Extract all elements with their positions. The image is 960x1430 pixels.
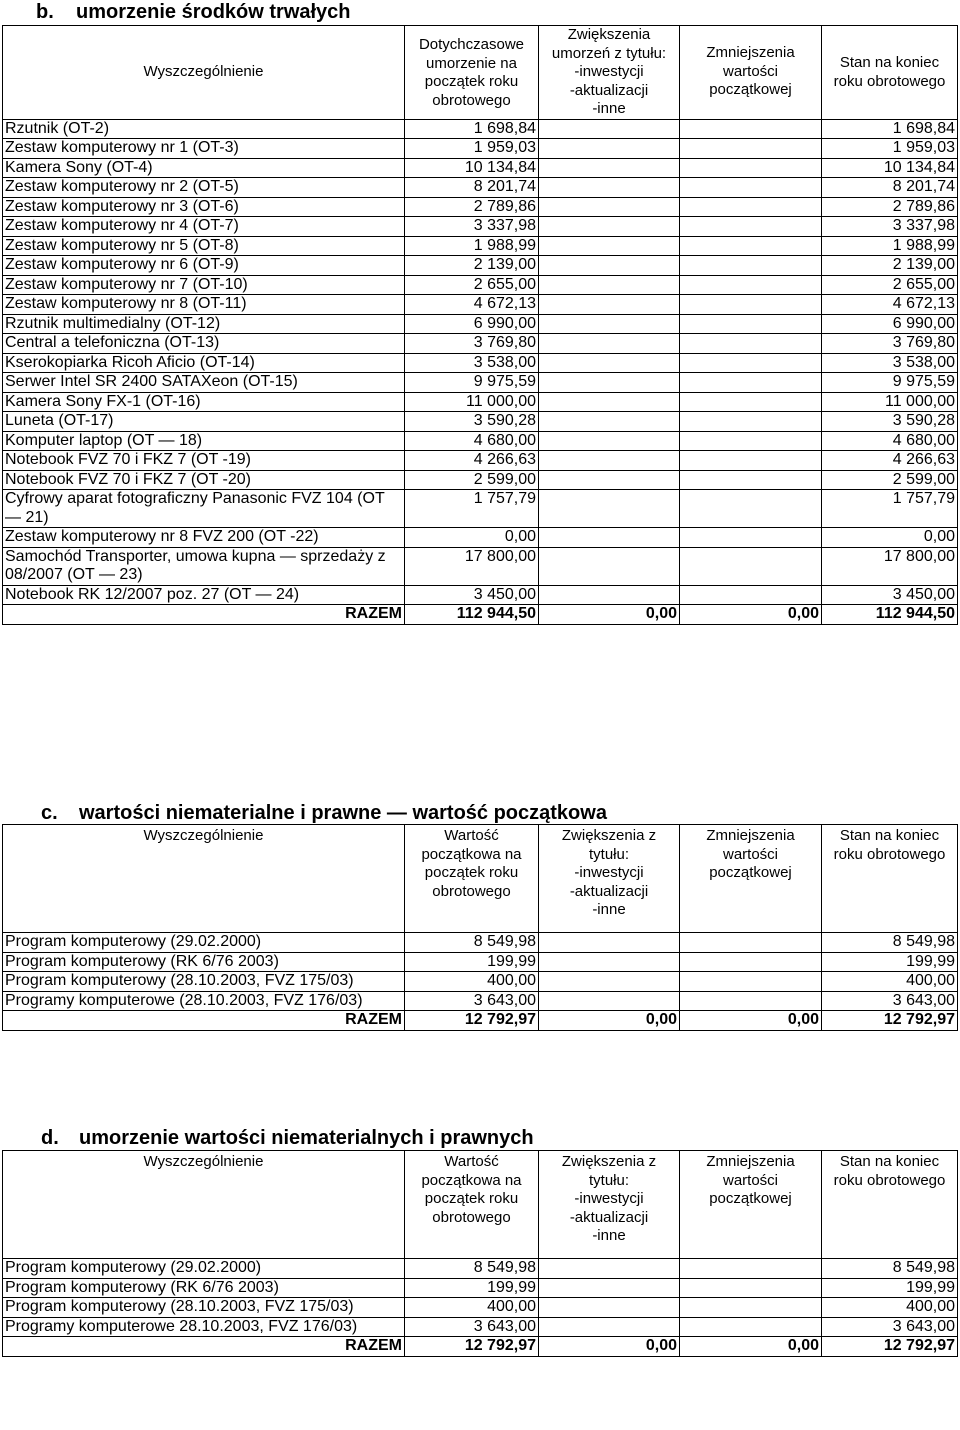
cell-increases (539, 1259, 680, 1279)
table-row (3, 431, 958, 451)
table-row (3, 1298, 958, 1318)
header-line: wartości (722, 845, 778, 863)
cell-start-value: 2 789,86 (405, 197, 539, 217)
cell-decreases (680, 490, 822, 528)
header-line: początkowej (709, 1190, 792, 1207)
cell-increases (539, 217, 680, 237)
cell-increases (539, 392, 680, 412)
header-line: -inne (592, 1227, 626, 1244)
cell-decreases (680, 470, 822, 490)
cell-description: Notebook FVZ 70 i FKZ 7 (OT -20) (3, 470, 405, 490)
cell-increases (539, 972, 680, 992)
cell-end-value: 400,00 (822, 972, 958, 992)
cell-decreases (680, 1259, 822, 1279)
table-row (3, 1317, 958, 1337)
table-row (3, 547, 958, 585)
cell-increases (539, 275, 680, 295)
cell-start-value: 2 139,00 (405, 256, 539, 276)
cell-end-value: 3 337,98 (822, 217, 958, 237)
cell-description: Zestaw komputerowy nr 6 (OT-9) (3, 256, 405, 276)
section-d-letter: d. (41, 1127, 59, 1149)
header-line: roku obrotowego (833, 1171, 946, 1189)
header-line: wartości (722, 62, 778, 80)
table-row (3, 392, 958, 412)
cell-increases (539, 178, 680, 198)
cell-end-value: 2 655,00 (822, 275, 958, 295)
cell-description: Luneta (OT-17) (3, 412, 405, 432)
cell-start-value: 10 134,84 (405, 158, 539, 178)
cell-increases (539, 139, 680, 159)
cell-description: Program komputerowy (28.10.2003, FVZ 175/03) (3, 1298, 405, 1318)
section-c-title-text: wartości niematerialne i prawne — wartość początkowa (79, 802, 607, 824)
header-line: -aktualizacji (569, 81, 649, 99)
cell-increases (539, 585, 680, 605)
cell-end-value: 11 000,00 (822, 392, 958, 412)
cell-end-value: 3 643,00 (822, 1317, 958, 1337)
header-decreases (680, 1151, 822, 1259)
cell-start-value: 1 988,99 (405, 236, 539, 256)
table-row (3, 528, 958, 548)
cell-decreases (680, 314, 822, 334)
total-label: RAZEM (3, 1337, 405, 1357)
cell-start-value: 11 000,00 (405, 392, 539, 412)
cell-description: Program komputerowy (29.02.2000) (3, 1259, 405, 1279)
table-row (3, 373, 958, 393)
cell-decreases (680, 1317, 822, 1337)
table-row (3, 158, 958, 178)
header-line: -aktualizacji (569, 882, 649, 900)
cell-increases (539, 197, 680, 217)
header-end-value (822, 1151, 958, 1259)
cell-description: Kamera Sony FX-1 (OT-16) (3, 392, 405, 412)
total-end-value: 12 792,97 (822, 1337, 958, 1357)
cell-end-value: 8 201,74 (822, 178, 958, 198)
header-end-value (822, 825, 958, 933)
table-intangible-assets-value (2, 824, 958, 1031)
cell-start-value: 8 549,98 (405, 933, 539, 953)
cell-end-value: 3 538,00 (822, 353, 958, 373)
cell-description: Kamera Sony (OT-4) (3, 158, 405, 178)
total-row (3, 1337, 958, 1357)
cell-end-value: 0,00 (822, 528, 958, 548)
table-row (3, 217, 958, 237)
cell-description: Notebook FVZ 70 i FKZ 7 (OT -19) (3, 451, 405, 471)
total-end-value: 112 944,50 (822, 605, 958, 625)
header-line: -inwestycji (574, 864, 644, 881)
table-row (3, 470, 958, 490)
header-line: początkowa na (421, 1171, 522, 1189)
cell-decreases (680, 431, 822, 451)
header-line: Zmniejszenia (706, 1153, 795, 1170)
table-intangible-assets-depreciation (2, 1150, 958, 1357)
cell-end-value: 2 789,86 (822, 197, 958, 217)
cell-decreases (680, 139, 822, 159)
header-line: Wartość (444, 827, 499, 844)
total-end-value: 12 792,97 (822, 1011, 958, 1031)
cell-end-value: 199,99 (822, 952, 958, 972)
cell-description: Zestaw komputerowy nr 5 (OT-8) (3, 236, 405, 256)
cell-end-value: 3 590,28 (822, 412, 958, 432)
cell-decreases (680, 119, 822, 139)
cell-end-value: 400,00 (822, 1298, 958, 1318)
cell-end-value: 2 139,00 (822, 256, 958, 276)
header-line: początkowa na (421, 845, 522, 863)
cell-description: Serwer Intel SR 2400 SATAXeon (OT-15) (3, 373, 405, 393)
cell-decreases (680, 547, 822, 585)
table-row (3, 1278, 958, 1298)
cell-start-value: 0,00 (405, 528, 539, 548)
cell-increases (539, 256, 680, 276)
header-line: tytułu: (588, 845, 630, 863)
cell-decreases (680, 295, 822, 315)
cell-increases (539, 1317, 680, 1337)
table-row (3, 972, 958, 992)
header-line: Zwiększenia (567, 26, 651, 43)
total-decreases: 0,00 (680, 1337, 822, 1357)
header-line: Zmniejszenia (706, 827, 795, 844)
cell-start-value: 199,99 (405, 952, 539, 972)
header-description: Wyszczególnienie (3, 1151, 405, 1259)
header-increases (539, 26, 680, 120)
cell-end-value: 1 757,79 (822, 490, 958, 528)
cell-end-value: 199,99 (822, 1278, 958, 1298)
cell-start-value: 6 990,00 (405, 314, 539, 334)
header-decreases (680, 26, 822, 120)
cell-increases (539, 547, 680, 585)
table-row (3, 178, 958, 198)
cell-end-value: 1 988,99 (822, 236, 958, 256)
table-row (3, 991, 958, 1011)
cell-description: Programy komputerowe (28.10.2003, FVZ 176/03) (3, 991, 405, 1011)
cell-decreases (680, 991, 822, 1011)
table-row (3, 952, 958, 972)
cell-decreases (680, 1298, 822, 1318)
header-line: Dotychczasowe (418, 36, 525, 53)
cell-decreases (680, 217, 822, 237)
cell-decreases (680, 197, 822, 217)
cell-increases (539, 314, 680, 334)
cell-start-value: 2 599,00 (405, 470, 539, 490)
total-label: RAZEM (3, 605, 405, 625)
total-row (3, 1011, 958, 1031)
cell-increases (539, 1278, 680, 1298)
header-line: obrotowego (432, 882, 511, 900)
table-row (3, 119, 958, 139)
cell-increases (539, 451, 680, 471)
cell-start-value: 4 266,63 (405, 451, 539, 471)
cell-end-value: 3 450,00 (822, 585, 958, 605)
header-line: początek roku (424, 1190, 519, 1207)
cell-decreases (680, 373, 822, 393)
cell-decreases (680, 334, 822, 354)
table-row (3, 197, 958, 217)
cell-end-value: 3 643,00 (822, 991, 958, 1011)
table-row (3, 334, 958, 354)
cell-increases (539, 353, 680, 373)
cell-increases (539, 295, 680, 315)
header-line: -inne (592, 100, 626, 117)
cell-end-value: 17 800,00 (822, 547, 958, 585)
cell-description: Cyfrowy aparat fotograficzny Panasonic FVZ 104 (OT — 21) (3, 490, 405, 528)
header-line: roku obrotowego (833, 845, 946, 863)
cell-decreases (680, 275, 822, 295)
cell-end-value: 1 698,84 (822, 119, 958, 139)
cell-decreases (680, 158, 822, 178)
cell-description: Zestaw komputerowy nr 7 (OT-10) (3, 275, 405, 295)
header-line: -inwestycji (574, 63, 644, 80)
cell-end-value: 8 549,98 (822, 933, 958, 953)
cell-increases (539, 373, 680, 393)
cell-start-value: 1 698,84 (405, 119, 539, 139)
cell-end-value: 4 672,13 (822, 295, 958, 315)
header-line: początek roku (424, 73, 519, 90)
cell-description: Central a telefoniczna (OT-13) (3, 334, 405, 354)
cell-decreases (680, 451, 822, 471)
cell-start-value: 3 643,00 (405, 1317, 539, 1337)
cell-start-value: 4 680,00 (405, 431, 539, 451)
header-line: obrotowego (432, 91, 511, 109)
cell-start-value: 4 672,13 (405, 295, 539, 315)
header-line: Zwiększenia z (561, 1153, 657, 1170)
cell-decreases (680, 528, 822, 548)
cell-end-value: 4 680,00 (822, 431, 958, 451)
header-description: Wyszczególnienie (3, 26, 405, 120)
cell-increases (539, 991, 680, 1011)
table-row (3, 256, 958, 276)
total-start-value: 12 792,97 (405, 1011, 539, 1031)
total-start-value: 112 944,50 (405, 605, 539, 625)
table-fixed-assets-depreciation (2, 25, 958, 625)
cell-decreases (680, 178, 822, 198)
section-b-title-text: umorzenie środków trwałych (76, 1, 351, 23)
cell-description: Rzutnik (OT-2) (3, 119, 405, 139)
table-row (3, 585, 958, 605)
cell-end-value: 1 959,03 (822, 139, 958, 159)
cell-description: Rzutnik multimedialny (OT-12) (3, 314, 405, 334)
cell-end-value: 9 975,59 (822, 373, 958, 393)
cell-start-value: 9 975,59 (405, 373, 539, 393)
table-row (3, 236, 958, 256)
cell-start-value: 2 655,00 (405, 275, 539, 295)
table-row (3, 353, 958, 373)
cell-end-value: 6 990,00 (822, 314, 958, 334)
cell-start-value: 8 549,98 (405, 1259, 539, 1279)
cell-description: Program komputerowy (29.02.2000) (3, 933, 405, 953)
total-decreases: 0,00 (680, 1011, 822, 1031)
cell-decreases (680, 952, 822, 972)
header-line: umorzeń z tytułu: (551, 44, 667, 62)
table-header-row (3, 825, 958, 933)
section-b-title (36, 1, 351, 23)
header-line: Stan na koniec (839, 827, 940, 844)
header-line: początkowej (709, 81, 792, 98)
cell-description: Zestaw komputerowy nr 2 (OT-5) (3, 178, 405, 198)
cell-end-value: 3 769,80 (822, 334, 958, 354)
header-line: roku obrotowego (833, 72, 946, 90)
cell-start-value: 199,99 (405, 1278, 539, 1298)
total-start-value: 12 792,97 (405, 1337, 539, 1357)
table-row (3, 1259, 958, 1279)
cell-start-value: 3 590,28 (405, 412, 539, 432)
header-line: Wartość (444, 1153, 499, 1170)
cell-increases (539, 952, 680, 972)
cell-start-value: 3 450,00 (405, 585, 539, 605)
cell-increases (539, 933, 680, 953)
cell-start-value: 3 538,00 (405, 353, 539, 373)
cell-description: Program komputerowy (RK 6/76 2003) (3, 952, 405, 972)
total-increases: 0,00 (539, 605, 680, 625)
cell-end-value: 10 134,84 (822, 158, 958, 178)
cell-decreases (680, 933, 822, 953)
cell-increases (539, 119, 680, 139)
table-row (3, 139, 958, 159)
cell-decreases (680, 392, 822, 412)
header-end-value (822, 26, 958, 120)
header-line: Zwiększenia z (561, 827, 657, 844)
cell-end-value: 2 599,00 (822, 470, 958, 490)
header-line: Stan na koniec (839, 1153, 940, 1170)
header-line: obrotowego (432, 1208, 511, 1226)
cell-description: Zestaw komputerowy nr 4 (OT-7) (3, 217, 405, 237)
cell-description: Notebook RK 12/2007 poz. 27 (OT — 24) (3, 585, 405, 605)
table-row (3, 451, 958, 471)
cell-end-value: 4 266,63 (822, 451, 958, 471)
table-row (3, 295, 958, 315)
cell-start-value: 1 959,03 (405, 139, 539, 159)
cell-decreases (680, 236, 822, 256)
section-c-title (41, 802, 607, 824)
header-decreases (680, 825, 822, 933)
cell-start-value: 3 643,00 (405, 991, 539, 1011)
cell-description: Kserokopiarka Ricoh Aficio (OT-14) (3, 353, 405, 373)
header-line: -inne (592, 901, 626, 918)
total-decreases: 0,00 (680, 605, 822, 625)
table-row (3, 412, 958, 432)
cell-description: Samochód Transporter, umowa kupna — sprzedaży z 08/2007 (OT — 23) (3, 547, 405, 585)
cell-description: Program komputerowy (28.10.2003, FVZ 175/03) (3, 972, 405, 992)
cell-start-value: 1 757,79 (405, 490, 539, 528)
table-row (3, 933, 958, 953)
cell-description: Komputer laptop (OT — 18) (3, 431, 405, 451)
header-increases (539, 1151, 680, 1259)
section-d-title-text: umorzenie wartości niematerialnych i prawnych (79, 1127, 534, 1149)
cell-increases (539, 158, 680, 178)
cell-start-value: 17 800,00 (405, 547, 539, 585)
header-line: -inwestycji (574, 1190, 644, 1207)
cell-increases (539, 236, 680, 256)
section-d-title (41, 1127, 534, 1149)
table-header-row (3, 26, 958, 120)
header-line: Stan na koniec (839, 54, 940, 71)
header-start-value (405, 825, 539, 933)
header-start-value (405, 1151, 539, 1259)
cell-decreases (680, 585, 822, 605)
cell-increases (539, 1298, 680, 1318)
header-line: umorzenie na (426, 54, 517, 72)
cell-start-value: 8 201,74 (405, 178, 539, 198)
header-description: Wyszczególnienie (3, 825, 405, 933)
table-row (3, 490, 958, 528)
cell-description: Zestaw komputerowy nr 8 (OT-11) (3, 295, 405, 315)
section-c-letter: c. (41, 802, 58, 824)
cell-description: Programy komputerowe 28.10.2003, FVZ 176/03) (3, 1317, 405, 1337)
total-increases: 0,00 (539, 1011, 680, 1031)
cell-decreases (680, 412, 822, 432)
header-line: -aktualizacji (569, 1208, 649, 1226)
cell-decreases (680, 1278, 822, 1298)
header-line: początkowej (709, 864, 792, 881)
table-header-row (3, 1151, 958, 1259)
cell-increases (539, 528, 680, 548)
header-line: wartości (722, 1171, 778, 1189)
cell-decreases (680, 972, 822, 992)
total-row (3, 605, 958, 625)
cell-description: Zestaw komputerowy nr 1 (OT-3) (3, 139, 405, 159)
header-start-value (405, 26, 539, 120)
cell-start-value: 3 337,98 (405, 217, 539, 237)
cell-increases (539, 470, 680, 490)
cell-increases (539, 490, 680, 528)
cell-increases (539, 334, 680, 354)
cell-decreases (680, 353, 822, 373)
cell-start-value: 400,00 (405, 1298, 539, 1318)
header-line: tytułu: (588, 1171, 630, 1189)
cell-start-value: 3 769,80 (405, 334, 539, 354)
cell-description: Zestaw komputerowy nr 8 FVZ 200 (OT -22) (3, 528, 405, 548)
header-increases (539, 825, 680, 933)
total-label: RAZEM (3, 1011, 405, 1031)
cell-increases (539, 431, 680, 451)
cell-start-value: 400,00 (405, 972, 539, 992)
header-line: początek roku (424, 864, 519, 881)
cell-description: Zestaw komputerowy nr 3 (OT-6) (3, 197, 405, 217)
section-b-letter: b. (36, 1, 54, 23)
total-increases: 0,00 (539, 1337, 680, 1357)
table-row (3, 314, 958, 334)
table-row (3, 275, 958, 295)
cell-decreases (680, 256, 822, 276)
cell-description: Program komputerowy (RK 6/76 2003) (3, 1278, 405, 1298)
cell-end-value: 8 549,98 (822, 1259, 958, 1279)
header-line: Zmniejszenia (706, 44, 795, 61)
cell-increases (539, 412, 680, 432)
